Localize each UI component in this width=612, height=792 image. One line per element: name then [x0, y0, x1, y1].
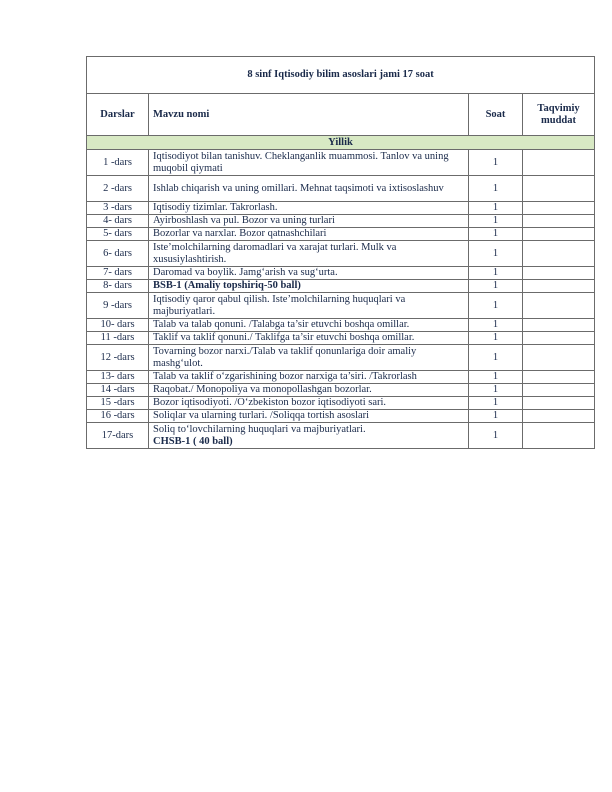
lesson-cell: 1 -dars — [87, 150, 149, 176]
table-row — [87, 176, 595, 202]
lesson-cell: 12 -dars — [87, 345, 149, 371]
date-cell — [523, 241, 595, 267]
topic-cell: Iqtisodiyot bilan tanishuv. Cheklanganlik muammosi. Tanlov va uning muqobil qiymati — [149, 150, 469, 176]
lesson-cell: 5- dars — [87, 228, 149, 241]
table-row — [87, 345, 595, 371]
lesson-cell: 14 -dars — [87, 384, 149, 397]
topic-cell: BSB-1 (Amaliy topshiriq-50 ball) — [149, 280, 469, 293]
date-cell — [523, 410, 595, 423]
hours-cell: 1 — [469, 371, 523, 384]
table-row — [87, 202, 595, 215]
table-row — [87, 319, 595, 332]
hours-cell: 1 — [469, 228, 523, 241]
lesson-cell: 10- dars — [87, 319, 149, 332]
header-topic: Mavzu nomi — [149, 94, 469, 136]
hours-cell: 1 — [469, 280, 523, 293]
header-row — [87, 94, 595, 136]
lesson-cell: 15 -dars — [87, 397, 149, 410]
topic-assessment: CHSB-1 ( 40 ball) — [153, 435, 233, 447]
table-row — [87, 397, 595, 410]
topic-cell: Ishlab chiqarish va uning omillari. Mehnat taqsimoti va ixtisoslashuv — [149, 176, 469, 202]
topic-cell: Talab va talab qonuni. /Talabga ta’sir etuvchi boshqa omillar. — [149, 319, 469, 332]
table-row — [87, 241, 595, 267]
lesson-cell: 17-dars — [87, 423, 149, 449]
topic-cell: Soliqlar va ularning turlari. /Soliqqa tortish asoslari — [149, 410, 469, 423]
hours-cell: 1 — [469, 241, 523, 267]
lesson-cell: 2 -dars — [87, 176, 149, 202]
lesson-cell: 13- dars — [87, 371, 149, 384]
hours-cell: 1 — [469, 319, 523, 332]
date-cell — [523, 423, 595, 449]
hours-cell: 1 — [469, 267, 523, 280]
topic-cell: Bozorlar va narxlar. Bozor qatnashchilari — [149, 228, 469, 241]
date-cell — [523, 371, 595, 384]
hours-cell: 1 — [469, 410, 523, 423]
hours-cell: 1 — [469, 397, 523, 410]
lesson-cell: 3 -dars — [87, 202, 149, 215]
date-cell — [523, 202, 595, 215]
header-lessons: Darslar — [87, 94, 149, 136]
title-row — [87, 57, 595, 94]
date-cell — [523, 345, 595, 371]
topic-cell: Daromad va boylik. Jamg‘arish va sug‘urta. — [149, 267, 469, 280]
table-row — [87, 280, 595, 293]
date-cell — [523, 150, 595, 176]
topic-cell: Ayirboshlash va pul. Bozor va uning turlari — [149, 215, 469, 228]
date-cell — [523, 215, 595, 228]
date-cell — [523, 384, 595, 397]
date-cell — [523, 397, 595, 410]
curriculum-table — [86, 56, 595, 449]
topic-cell: Taklif va taklif qonuni./ Taklifga ta’sir etuvchi boshqa omillar. — [149, 332, 469, 345]
section-label: Yillik — [87, 136, 595, 150]
topic-cell: Tovarning bozor narxi./Talab va taklif qonunlariga doir amaliy mashg‘ulot. — [149, 345, 469, 371]
table-row — [87, 215, 595, 228]
date-cell — [523, 293, 595, 319]
table-row — [87, 228, 595, 241]
hours-cell: 1 — [469, 176, 523, 202]
date-cell — [523, 228, 595, 241]
lesson-cell: 6- dars — [87, 241, 149, 267]
lesson-cell: 7- dars — [87, 267, 149, 280]
table-row — [87, 267, 595, 280]
topic-text: Soliq to‘lovchilarning huquqlari va majburiyatlari. — [153, 423, 366, 435]
hours-cell: 1 — [469, 345, 523, 371]
hours-cell: 1 — [469, 150, 523, 176]
lesson-cell: 16 -dars — [87, 410, 149, 423]
table-row — [87, 150, 595, 176]
hours-cell: 1 — [469, 293, 523, 319]
table-row — [87, 371, 595, 384]
topic-cell: Bozor iqtisodiyoti. /O‘zbekiston bozor iqtisodiyoti sari. — [149, 397, 469, 410]
header-date: Taqvimiy muddat — [523, 94, 595, 136]
hours-cell: 1 — [469, 215, 523, 228]
lesson-cell: 11 -dars — [87, 332, 149, 345]
hours-cell: 1 — [469, 423, 523, 449]
table-row — [87, 293, 595, 319]
table-title: 8 sinf Iqtisodiy bilim asoslari jami 17 soat — [87, 57, 595, 94]
table-row — [87, 410, 595, 423]
date-cell — [523, 267, 595, 280]
lesson-cell: 8- dars — [87, 280, 149, 293]
topic-cell: Iqtisodiy tizimlar. Takrorlash. — [149, 202, 469, 215]
date-cell — [523, 280, 595, 293]
table-row — [87, 423, 595, 449]
date-cell — [523, 332, 595, 345]
lesson-cell: 9 -dars — [87, 293, 149, 319]
topic-cell: Iste’molchilarning daromadlari va xarajat turlari. Mulk va xususiylashtirish. — [149, 241, 469, 267]
topic-cell: Raqobat./ Monopoliya va monopollashgan bozorlar. — [149, 384, 469, 397]
table-row — [87, 332, 595, 345]
topic-cell — [149, 423, 469, 449]
date-cell — [523, 176, 595, 202]
hours-cell: 1 — [469, 332, 523, 345]
topic-cell: Talab va taklif o‘zgarishining bozor narxiga ta’siri. /Takrorlash — [149, 371, 469, 384]
topic-cell: Iqtisodiy qaror qabul qilish. Iste’molchilarning huquqlari va majburiyatlari. — [149, 293, 469, 319]
date-cell — [523, 319, 595, 332]
lesson-cell: 4- dars — [87, 215, 149, 228]
table-row — [87, 384, 595, 397]
section-row — [87, 136, 595, 150]
hours-cell: 1 — [469, 384, 523, 397]
header-hours: Soat — [469, 94, 523, 136]
hours-cell: 1 — [469, 202, 523, 215]
